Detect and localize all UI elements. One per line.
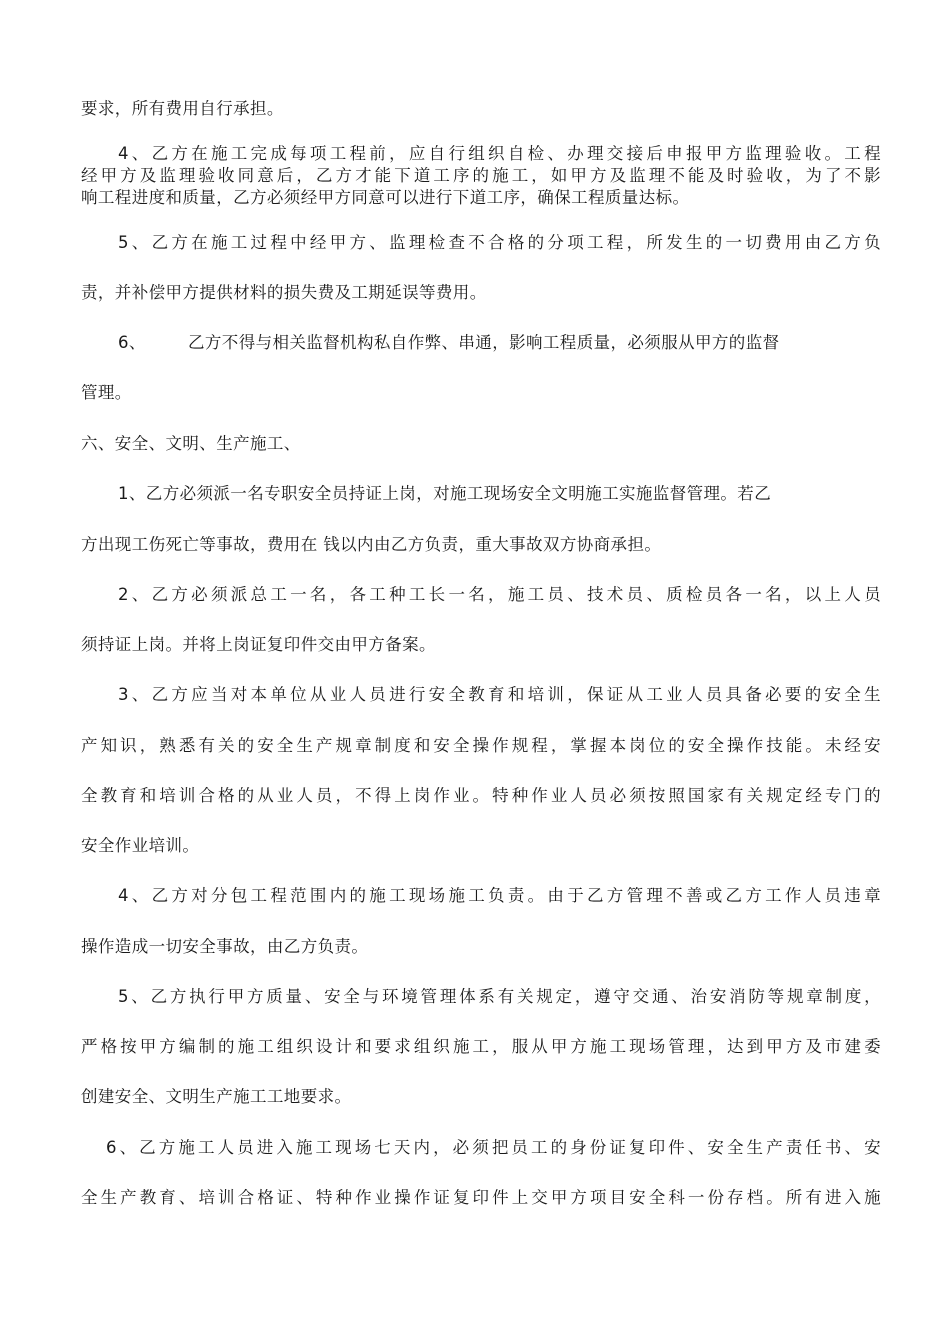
text-line: 3、乙方应当对本单位从业人员进行安全教育和培训，保证从工业人员具备必要的安全生 [118, 685, 881, 704]
text-line: 产知识，熟悉有关的安全生产规章制度和安全操作规程，掌握本岗位的安全操作技能。未经安 [81, 736, 881, 755]
text-line [118, 331, 881, 355]
section-heading: 六、安全、文明、生产施工、 [81, 434, 301, 453]
text-line: 安全作业培训。 [81, 836, 200, 855]
item-number: 6、 [118, 333, 146, 352]
text-line: 经甲方及监理验收同意后，乙方才能下道工序的施工，如甲方及监理不能及时验收，为了不影 [81, 166, 881, 185]
text-line: 4、乙方对分包工程范围内的施工现场施工负责。由于乙方管理不善或乙方工作人员违章 [118, 886, 881, 905]
text-line: 创建安全、文明生产施工工地要求。 [81, 1087, 352, 1106]
text-line: 方出现工伤死亡等事故，费用在 钱以内由乙方负责，重大事故双方协商承担。 [81, 535, 662, 554]
text-line: 5、乙方在施工过程中经甲方、监理检查不合格的分项工程，所发生的一切费用由乙方负 [118, 233, 881, 252]
item-text: 乙方不得与相关监督机构私自作弊、串通，影响工程质量，必须服从甲方的监督 [188, 333, 780, 352]
text-line: 须持证上岗。并将上岗证复印件交由甲方备案。 [81, 635, 436, 654]
text-line: 管理。 [81, 383, 132, 402]
text-line: 责，并补偿甲方提供材料的损失费及工期延误等费用。 [81, 283, 487, 302]
text-line: 响工程进度和质量，乙方必须经甲方同意可以进行下道工序，确保工程质量达标。 [81, 188, 690, 207]
text-line: 全教育和培训合格的从业人员，不得上岗作业。特种作业人员必须按照国家有关规定经专门的 [81, 786, 881, 805]
text-line: 1、乙方必须派一名专职安全员持证上岗，对施工现场安全文明施工实施监督管理。若乙 [118, 484, 772, 503]
text-line: 操作造成一切安全事故，由乙方负责。 [81, 937, 369, 956]
text-line: 严格按甲方编制的施工组织设计和要求组织施工，服从甲方施工现场管理，达到甲方及市建委 [81, 1037, 881, 1056]
text-line: 全生产教育、培训合格证、特种作业操作证复印件上交甲方项目安全科一份存档。所有进入施 [81, 1188, 881, 1207]
text-line: 4、乙方在施工完成每项工程前，应自行组织自检、办理交接后申报甲方监理验收。工程 [118, 144, 881, 163]
text-line: 要求，所有费用自行承担。 [81, 99, 284, 118]
text-line: 6、乙方施工人员进入施工现场七天内，必须把员工的身份证复印件、安全生产责任书、安 [106, 1138, 881, 1157]
text-line: 2、乙方必须派总工一名，各工种工长一名，施工员、技术员、质检员各一名，以上人员 [118, 585, 881, 604]
text-line: 5、乙方执行甲方质量、安全与环境管理体系有关规定，遵守交通、治安消防等规章制度， [118, 987, 881, 1006]
